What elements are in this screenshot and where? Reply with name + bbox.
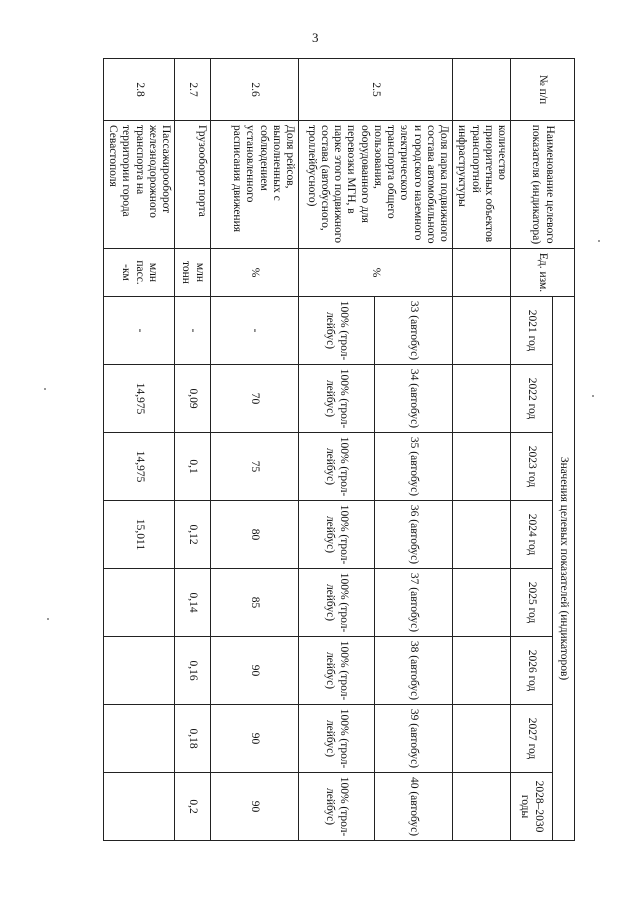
row-value: 80: [211, 501, 299, 569]
row-value: 0,09: [175, 365, 211, 433]
row-value: [453, 433, 511, 501]
scan-speck: [598, 240, 600, 242]
row-num: 2.6: [211, 59, 299, 121]
row-num: 2.5: [299, 59, 453, 121]
row-value: 33 (автобус): [375, 297, 453, 365]
row-value: 100% (трол-лейбус): [299, 773, 375, 841]
table-row: [175, 59, 211, 841]
row-value: [453, 569, 511, 637]
row-value: 36 (автобус): [375, 501, 453, 569]
row-value: 38 (автобус): [375, 637, 453, 705]
row-name: Доля парка подвижного состава автомобильного и городского наземного электрического транспорта общего пользования, оборудованного для перевозки МГН, в парке этого подвижного состава (автобусного, троллейбусного): [299, 121, 453, 249]
row-unit: %: [211, 249, 299, 297]
row-value: 100% (трол-лейбус): [299, 433, 375, 501]
row-value: 0,16: [175, 637, 211, 705]
row-value: 39 (автобус): [375, 705, 453, 773]
row-name: Пассажирооборот железнодорожного транспорта на территории города Севастополя: [103, 121, 174, 249]
page-number: 3: [312, 30, 319, 45]
row-value: 0,14: [175, 569, 211, 637]
row-value: [103, 569, 174, 637]
row-value: [453, 705, 511, 773]
table-row: [375, 59, 453, 841]
header-year: 2023 год: [511, 433, 553, 501]
row-value: 70: [211, 365, 299, 433]
row-value: [103, 773, 174, 841]
row-value: 35 (автобус): [375, 433, 453, 501]
row-value: 100% (трол-лейбус): [299, 365, 375, 433]
header-year: 2021 год: [511, 297, 553, 365]
row-value: 0,1: [175, 433, 211, 501]
row-value: 0,2: [175, 773, 211, 841]
header-unit: Ед. изм.: [511, 249, 575, 297]
row-value: 100% (трол-лейбус): [299, 637, 375, 705]
row-unit: [453, 249, 511, 297]
header-year: 2026 год: [511, 637, 553, 705]
row-value: 90: [211, 705, 299, 773]
header-num: № п/п: [511, 59, 575, 121]
row-value: -: [103, 297, 174, 365]
row-value: -: [211, 297, 299, 365]
row-unit: млн пасс. -км: [103, 249, 174, 297]
row-value: 14,975: [103, 365, 174, 433]
row-name: количество приоритетных объектов транспортной инфраструктуры: [453, 121, 511, 249]
row-value: [103, 637, 174, 705]
row-value: 100% (трол-лейбус): [299, 705, 375, 773]
row-value: 0,18: [175, 705, 211, 773]
row-value: 75: [211, 433, 299, 501]
header-name: Наименование целевого показателя (индикатора): [511, 121, 575, 249]
row-value: [453, 637, 511, 705]
row-name: Грузооборот порта: [175, 121, 211, 249]
scan-speck: [47, 618, 49, 620]
row-value: [453, 365, 511, 433]
row-value: 90: [211, 637, 299, 705]
row-num: 2.8: [103, 59, 174, 121]
row-value: 100% (трол-лейбус): [299, 297, 375, 365]
row-value: 90: [211, 773, 299, 841]
row-num: 2.7: [175, 59, 211, 121]
row-value: [453, 773, 511, 841]
row-value: 100% (трол-лейбус): [299, 569, 375, 637]
row-value: -: [175, 297, 211, 365]
row-value: 34 (автобус): [375, 365, 453, 433]
scan-speck: [44, 388, 46, 390]
row-value: 0,12: [175, 501, 211, 569]
row-name: Доля рейсов, выполненных с соблюдением установленного расписания движения: [211, 121, 299, 249]
row-value: [453, 297, 511, 365]
row-unit: %: [299, 249, 453, 297]
table-row: [211, 59, 299, 841]
row-value: [453, 501, 511, 569]
table-row: [103, 59, 174, 841]
header-year: 2024 год: [511, 501, 553, 569]
header-year: 2022 год: [511, 365, 553, 433]
row-value: 40 (автобус): [375, 773, 453, 841]
row-unit: млн тонн: [175, 249, 211, 297]
row-value: 14,975: [103, 433, 174, 501]
scan-speck: [592, 395, 594, 397]
row-value: 100% (трол-лейбус): [299, 501, 375, 569]
header-year: 2028–2030 годы: [511, 773, 553, 841]
table-row: [453, 59, 511, 841]
row-num: [453, 59, 511, 121]
header-year: 2025 год: [511, 569, 553, 637]
row-value: 15,011: [103, 501, 174, 569]
header-year: 2027 год: [511, 705, 553, 773]
row-value: [103, 705, 174, 773]
rotated-table-container: [107, 58, 575, 840]
header-group: Значения целевых показателей (индикаторов): [553, 297, 575, 841]
row-value: 85: [211, 569, 299, 637]
indicator-table: [103, 58, 575, 841]
row-value: 37 (автобус): [375, 569, 453, 637]
